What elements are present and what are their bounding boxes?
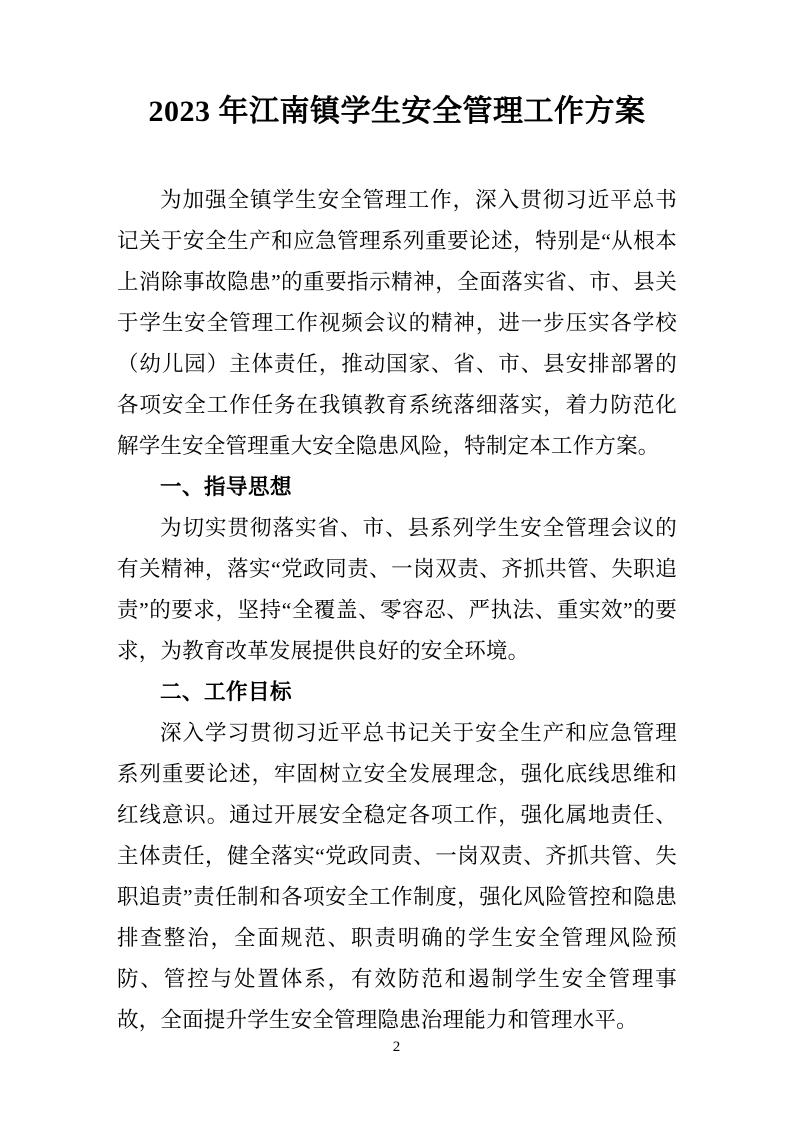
- page-number: 2: [392, 1039, 401, 1055]
- section-heading-work-goals: 二、工作目标: [160, 680, 293, 704]
- paragraph-work-goals: 深入学习贯彻习近平总书记关于安全生产和应急管理系列重要论述，牢固树立安全发展理念，强化底线思维和红线意识。通过开展安全稳定各项工作，强化属地责任、主体责任，健全落实“党政同责、一岗双责、齐抓共管、失职追责”责任制和各项安全工作制度，强化风险管控和隐患排查整治，全面规范、职责明确的学生安全管理风险预防、管控与处置体系，有效防范和遏制学生安全管理事故，全面提升学生安全管理隐患治理能力和管理水平。: [117, 721, 677, 1032]
- paragraph-guiding-ideology: 为切实贯彻落实省、市、县系列学生安全管理会议的有关精神，落实“党政同责、一岗双责、齐抓共管、失职追责”的要求，坚持“全覆盖、零容忍、严执法、重实效”的要求，为教育改革发展提供良好的安全环境。: [117, 516, 677, 663]
- section-heading-guiding-ideology: 一、指导思想: [160, 475, 293, 499]
- document-body: [117, 90, 677, 1041]
- paragraph-intro: 为加强全镇学生安全管理工作，深入贯彻习近平总书记关于安全生产和应急管理系列重要论述，特别是“从根本上消除事故隐患”的重要指示精神，全面落实省、市、县关于学生安全管理工作视频会议的精神，进一步压实各学校（幼儿园）主体责任，推动国家、省、市、县安排部署的各项安全工作任务在我镇教育系统落细落实，着力防范化解学生安全管理重大安全隐患风险，特制定本工作方案。: [117, 188, 677, 458]
- document-title: 2023 年江南镇学生安全管理工作方案: [148, 95, 646, 128]
